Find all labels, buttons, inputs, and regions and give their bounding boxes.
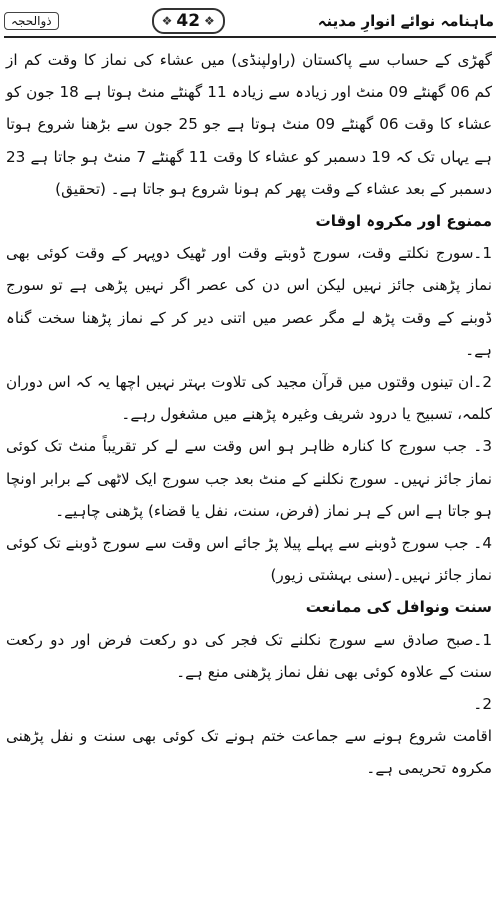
paragraph-isha-timing: گھڑی کے حساب سے پاکستان (راولپنڈی) میں عشاء کی نماز کا وقت کم از کم 06 گھنٹے 09 منٹ اور زیادہ سے زیادہ 11 گھنٹے منٹ ہوتا ہے 18 جون کو عشاء کا وقت 06 گھنٹے 09 منٹ ہوتا ہے جو 25 جون سے بڑھنا شروع ہوتا ہے یہاں تک کہ 19 دسمبر کو عشاء کا وقت 11 گھنٹے 7 منٹ ہو جاتا ہے 23 دسمبر کے بعد عشاء کے وقت پھر کم ہونا شروع ہو جاتا ہے۔ (تحقیق) <box>6 51 493 198</box>
paragraph-item-1: 1۔سورج نکلتے وقت، سورج ڈوبتے وقت اور ٹھیک دوپہر کے وقت کوئی بھی نماز پڑھنی جائز نہیں لیکن اس دن کی عصر اگر نہیں پڑھی ہے تو سورج ڈوبنے کے وقت پڑھ لے مگر عصر میں اتنی دیر کر کے نماز پڑھنا سخت گناہ ہے۔ <box>6 244 492 359</box>
page-header <box>4 6 496 38</box>
article-body <box>6 44 492 785</box>
paragraph-item-3: 3۔ جب سورج کا کنارہ ظاہر ہو اس وقت سے لے کر تقریباً منٹ تک کوئی نماز جائز نہیں۔ سورج نکلنے کے منٹ بعد جب سورج ایک لاٹھی کے برابر اونچا ہو جاتا ہے اس کے ہر نماز (فرض، سنت، نفل یا قضاء) پڑھنی چاہیے۔ <box>6 437 492 520</box>
ornament-icon: ❖ <box>161 14 173 28</box>
section-heading-sunnah-nawafil: سنت ونوافل کی ممانعت <box>305 598 492 617</box>
issue-month: ذوالحجہ <box>4 12 59 30</box>
paragraph-iqamat: اقامت شروع ہونے سے جماعت ختم ہونے تک کوئی بھی سنت و نفل پڑھنی مکروہ تحریمی ہے۔ <box>6 727 492 778</box>
magazine-title: ماہنامہ نوائے انوارِ مدینہ <box>317 12 494 30</box>
paragraph-sunnah-1: 1۔صبح صادق سے سورج نکلنے تک فجر کی دو رکعت فرض اور دو رکعت سنت کے علاوہ کوئی بھی نفل نماز پڑھنی منع ہے۔ <box>6 630 492 681</box>
paragraph-item-4: 4۔ جب سورج ڈوبنے سے پہلے پیلا پڑ جائے اس وقت سے سورج ڈوبنے تک کوئی نماز جائز نہیں۔(سنی بہشتی زیور) <box>6 534 492 585</box>
section-heading-forbidden-times: ممنوع اور مکروہ اوقات <box>315 212 492 231</box>
paragraph-sunnah-2: 2۔ <box>473 695 492 714</box>
paragraph-item-2: 2۔ان تینوں وقتوں میں قرآن مجید کی تلاوت بہتر نہیں اچھا یہ کہ اس دوران کلمہ، تسبیح یا درود شریف وغیرہ پڑھنے میں مشغول رہے۔ <box>6 373 492 424</box>
page-number-box <box>152 8 225 34</box>
ornament-icon: ❖ <box>204 14 215 28</box>
page-number: 42 <box>176 11 201 31</box>
